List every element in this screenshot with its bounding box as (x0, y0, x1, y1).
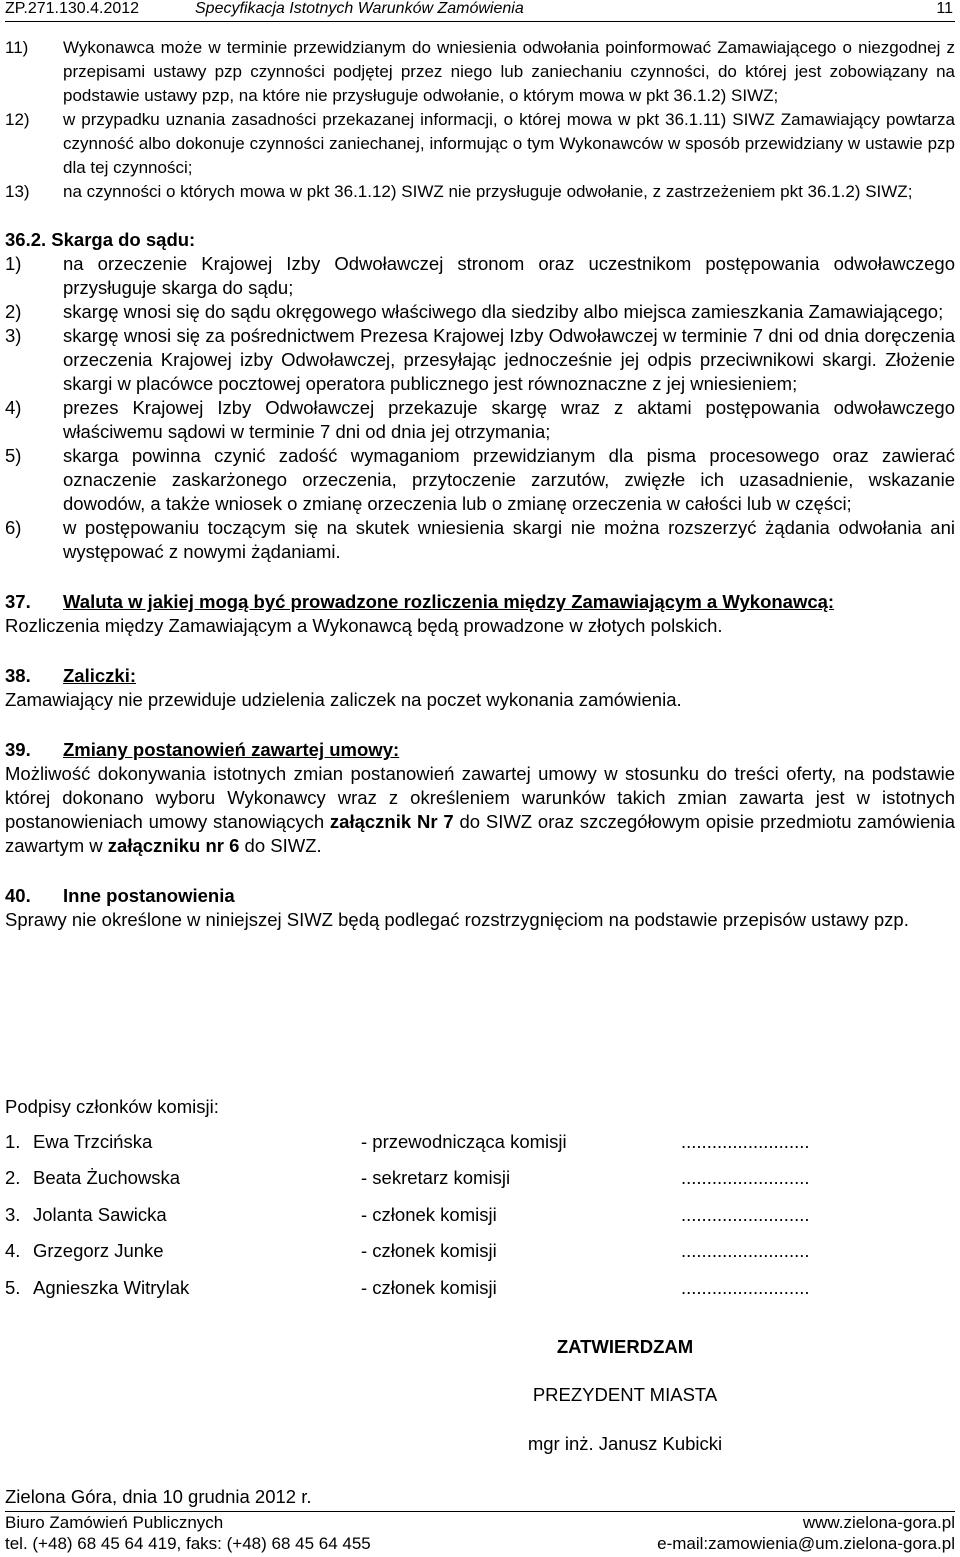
page-content (5, 36, 955, 932)
section-number: 37. (5, 591, 31, 612)
list-item (5, 444, 955, 516)
signature-line: ......................... (681, 1131, 810, 1152)
section-title: Zaliczki: (63, 665, 136, 686)
text-run: do SIWZ. (239, 835, 322, 856)
approval-title: ZATWIERDZAM (556, 1336, 694, 1357)
signature-number: 4. (5, 1240, 21, 1261)
approval-position: PREZYDENT MIASTA (532, 1384, 718, 1405)
email-link[interactable]: e-mail:zamowienia@um.zielona-gora.pl (657, 1534, 955, 1553)
section-title: Zmiany postanowień zawartej umowy: (63, 739, 400, 760)
list-item (5, 324, 955, 396)
list-item (5, 516, 955, 564)
website-link[interactable]: www.zielona-gora.pl (802, 1513, 955, 1532)
document-id: ZP.271.130.4.2012 (5, 0, 140, 17)
attachment-reference: załącznik Nr 7 (329, 811, 454, 832)
signature-name: Agnieszka Witrylak (33, 1277, 190, 1298)
text-run: Możliwość dokonywania istotnych zmian postanowień zawartej umowy w stosunku do treści oferty, na podstawie której dokonano wyboru Wykonawcy wraz z określeniem warunków takich zmian zawarta jest w istotnych postanowieniach umowy stanowiących (5, 763, 955, 832)
signature-row (5, 1167, 955, 1191)
list-item (5, 300, 955, 324)
office-name: Biuro Zamówień Publicznych (5, 1513, 224, 1532)
item-text: skargę wnosi się do sądu okręgowego właściwego dla siedziby albo miejsca zamieszkania Zamawiającego; (63, 301, 944, 322)
item-text: prezes Krajowej Izby Odwoławczej przekazuje skargę wraz z aktami postępowania odwoławczego właściwemu sądowi w terminie 7 dni od dnia jej otrzymania; (63, 397, 955, 442)
office-contact: tel. (+48) 68 45 64 419, faks: (+48) 68 45 64 455 (5, 1534, 371, 1553)
section-number: 40. (5, 885, 31, 906)
item-number: 4) (5, 397, 22, 418)
section-39-heading (5, 738, 955, 762)
item-text: na czynności o których mowa w pkt 36.1.12) SIWZ nie przysługuje odwołanie, z zastrzeżeniem pkt 36.1.2) SIWZ; (63, 182, 913, 201)
list-item (5, 36, 955, 108)
item-text: w przypadku uznania zasadności przekazanej informacji, o której mowa w pkt 36.1.11) SIWZ Zamawiający powtarza czynność albo dokonuje czynności zaniechanej, informując o tym Wykonawców w sposób przewidziany w ustawie pzp dla tej czynności; (63, 110, 955, 177)
signature-row (5, 1240, 955, 1264)
item-text: w postępowaniu toczącym się na skutek wniesienia skargi nie można rozszerzyć żądania odwołania ani występować z nowymi żądaniami. (63, 517, 955, 562)
signature-name: Grzegorz Junke (33, 1240, 164, 1261)
section-number: 38. (5, 665, 31, 686)
page-header (5, 0, 955, 20)
item-text: skargę wnosi się za pośrednictwem Prezesa Krajowej Izby Odwoławczej w terminie 7 dni od dnia doręczenia orzeczenia Krajowej izby Odwoławczej, przesyłając jednocześnie jej odpis przeciwnikowi skargi. Złożenie skargi w placówce pocztowej operatora publicznego jest równoznaczne z jej wniesieniem; (63, 325, 955, 394)
section-37-heading (5, 590, 955, 614)
attachment-reference: załączniku nr 6 (107, 835, 240, 856)
signature-line: ......................... (681, 1277, 810, 1298)
signature-number: 1. (5, 1131, 21, 1152)
signature-role: - przewodnicząca komisji (361, 1131, 567, 1152)
signature-role: - członek komisji (361, 1240, 497, 1261)
section-36-2-title: 36.2. Skarga do sądu: (5, 229, 196, 250)
place-and-date: Zielona Góra, dnia 10 grudnia 2012 r. (5, 1486, 312, 1507)
page-number: 11 (936, 0, 953, 17)
signature-row (5, 1204, 955, 1228)
item-number: 2) (5, 301, 22, 322)
section-40-text: Sprawy nie określone w niniejszej SIWZ będą podlegać rozstrzygnięciom na podstawie przepisów ustawy pzp. (5, 909, 909, 930)
list-item (5, 396, 955, 444)
item-text: skarga powinna czynić zadość wymaganiom przewidzianym dla pisma procesowego oraz zawierać oznaczenie zaskarżonego orzeczenia, przytoczenie zarzutów, zwięzłe ich uzasadnienie, wskazanie dowodów, a także wniosek o zmianę orzeczenia lub o zmianę orzeczenia w całości lub w części; (63, 445, 955, 514)
signature-line: ......................... (681, 1204, 810, 1225)
item-number: 1) (5, 253, 22, 274)
document-title: Specyfikacja Istotnych Warunków Zamówienia (195, 0, 524, 17)
list-item (5, 180, 955, 204)
list-item (5, 252, 955, 300)
signature-name: Jolanta Sawicka (33, 1204, 167, 1225)
item-number: 6) (5, 517, 22, 538)
signatures-intro: Podpisy członków komisji: (5, 1096, 219, 1117)
signature-name: Ewa Trzcińska (33, 1131, 153, 1152)
signature-role: - członek komisji (361, 1204, 497, 1225)
signature-line: ......................... (681, 1167, 810, 1188)
section-title: Inne postanowienia (63, 885, 235, 906)
text-run: do SIWZ oraz szczegółowym opisie przedmiotu zamówienia zawartym w (5, 811, 955, 856)
item-text: Wykonawca może w terminie przewidzianym do wniesienia odwołania poinformować Zamawiającego o niezgodnej z przepisami ustawy pzp czynności podjętej przez niego lub zaniechaniu czynności, do której jest zobowiązany na podstawie ustawy pzp, na które nie przysługuje odwołanie, o którym mowa w pkt 36.1.2) SIWZ; (63, 38, 955, 105)
item-number: 12) (5, 110, 30, 129)
section-40-heading (5, 884, 955, 908)
item-number: 5) (5, 445, 22, 466)
item-number: 11) (5, 38, 29, 57)
signature-number: 2. (5, 1167, 21, 1188)
footer-divider (5, 1511, 955, 1512)
signature-name: Beata Żuchowska (33, 1167, 181, 1188)
section-38-text: Zamawiający nie przewiduje udzielenia zaliczek na poczet wykonania zamówienia. (5, 689, 682, 710)
item-number: 3) (5, 325, 22, 346)
section-37-text: Rozliczenia między Zamawiającym a Wykonawcą będą prowadzone w złotych polskich. (5, 615, 723, 636)
item-text: na orzeczenie Krajowej Izby Odwoławczej stronom oraz uczestnikom postępowania odwoławczego przysługuje skarga do sądu; (63, 253, 955, 298)
section-title: Waluta w jakiej mogą być prowadzone rozliczenia między Zamawiającym a Wykonawcą: (63, 591, 835, 612)
header-divider (5, 21, 955, 22)
signature-row (5, 1131, 955, 1155)
signature-line: ......................... (681, 1240, 810, 1261)
signature-row (5, 1277, 955, 1301)
approval-signatory: mgr inż. Janusz Kubicki (527, 1433, 723, 1454)
signature-role: - sekretarz komisji (361, 1167, 511, 1188)
item-number: 13) (5, 182, 30, 201)
signature-number: 5. (5, 1277, 21, 1298)
section-39-text (5, 762, 955, 858)
section-number: 39. (5, 739, 31, 760)
list-item (5, 108, 955, 180)
section-38-heading (5, 664, 955, 688)
signature-number: 3. (5, 1204, 21, 1225)
signature-role: - członek komisji (361, 1277, 497, 1298)
